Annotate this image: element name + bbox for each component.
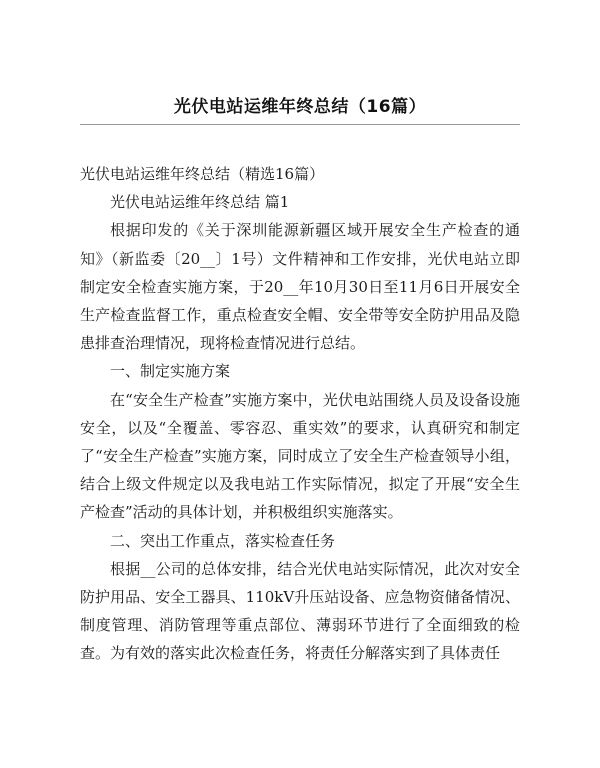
paragraph: 光伏电站运维年终总结（精选16篇） [80, 165, 325, 183]
paragraph: 二、突出工作重点，落实检查任务 [110, 531, 336, 550]
paragraph: 在“安全生产检查”实施方案中，光伏电站围绕人员及设备设施安全，以及“全覆盖、零容忍、重实效”的要求，认真研究和制定了“安全生产检查”实施方案，同时成立了安全生产检查领导小组，结合上级文件规定以及我电站工作实际情况，拟定了开展“安全生产检查”活动的具体计划，并积极组织实施落实。 [80, 390, 520, 522]
title-divider [80, 124, 520, 125]
paragraph: 一、制定实施方案 [110, 362, 231, 381]
document-title: 光伏电站运维年终总结（16篇） [173, 97, 427, 117]
paragraph: 光伏电站运维年终总结 篇1 [110, 193, 290, 212]
paragraph: 根据__公司的总体安排，结合光伏电站实际情况，此次对安全防护用品、安全工器具、110kV升压站设备、应急物资储备情况、制度管理、消防管理等重点部位、薄弱环节进行了全面细致的检查。为有效的落实此次检查任务，将责任分解落实到了具体责任 [80, 559, 520, 663]
document-body [80, 160, 520, 668]
paragraph: 根据印发的《关于深圳能源新疆区域开展安全生产检查的通知》（新监委〔20__〕1号）文件精神和工作安排，光伏电站立即制定安全检查实施方案，于20__年10月30日至11月6日开展安全生产检查监督工作，重点检查安全帽、安全带等安全防护用品及隐患排查治理情况，现将检查情况进行总结。 [80, 221, 520, 353]
